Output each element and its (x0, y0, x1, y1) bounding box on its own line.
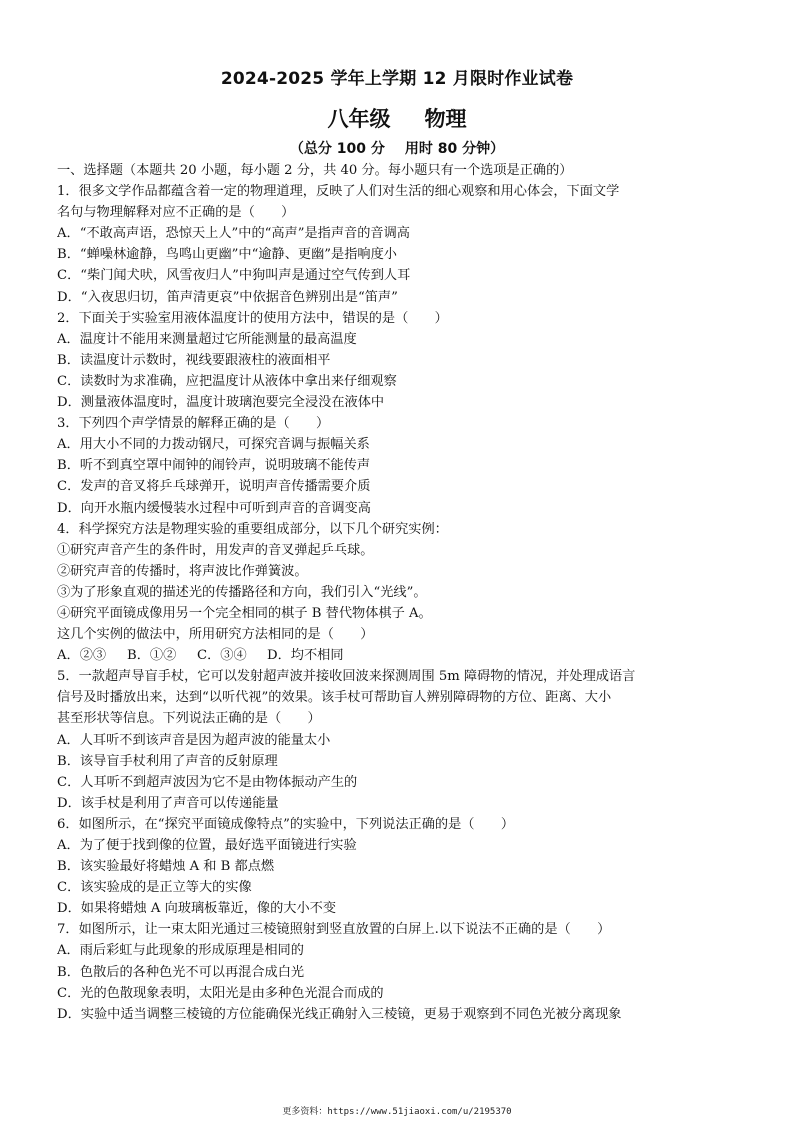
question-3-option-b: B．听不到真空罩中闹钟的闹铃声，说明玻璃不能传声 (57, 458, 371, 474)
question-3-option-d: D．向开水瓶内缓慢装水过程中可听到声音的音调变高 (57, 500, 371, 516)
grade-subject-heading (0, 103, 794, 133)
exam-meta (0, 138, 794, 158)
question-6-option-a: A．为了便于找到像的位置，最好选平面镜进行实验 (57, 838, 357, 853)
question-4-stem: 4．科学探究方法是物理实验的重要组成部分，以下几个研究实例： (57, 521, 448, 537)
question-4-option-d: D．均不相同 (267, 648, 344, 664)
question-2-option-d: D．测量液体温度时，温度计玻璃泡要完全浸没在液体中 (57, 395, 385, 411)
question-6-option-c: C．该实验成的是正立等大的实像 (57, 880, 252, 896)
subject-label: 物理 (424, 107, 467, 131)
question-1-option-a: A．“不敢高声语，恐惊天上人”中的“高声”是指声音的音调高 (57, 226, 410, 242)
question-3-option-c: C．发声的音叉将乒乓球弹开，说明声音传播需要介质 (57, 479, 371, 495)
grade-label: 八年级 (327, 107, 391, 131)
question-7-option-c: C．光的色散现象表明，太阳光是由多种色光混合而成的 (57, 985, 384, 1001)
question-7-option-a: A．雨后彩虹与此现象的形成原理是相同的 (57, 943, 304, 959)
section-heading: 一、选择题（本题共 20 小题，每小题 2 分，共 40 分。每小题只有一个选项是正确的） (57, 163, 573, 178)
time-limit: 用时 80 分钟） (404, 141, 505, 157)
question-6-stem: 6．如图所示，在“探究平面镜成像特点”的实验中，下列说法正确的是（ ） (57, 816, 515, 832)
question-4-ask: 这几个实例的做法中，所用研究方法相同的是（ ） (57, 627, 374, 643)
question-1-stem: 1．很多文学作品都蕴含着一定的物理道理，反映了人们对生活的细心观察和用心体会，下面文学 (57, 184, 620, 200)
question-3-stem: 3．下列四个声学情景的解释正确的是（ ） (57, 416, 330, 432)
question-4-example-1: ①研究声音产生的条件时，用发声的音叉弹起乒乓球。 (57, 542, 374, 558)
question-5-option-a: A．人耳听不到该声音是因为超声波的能量太小 (57, 732, 331, 748)
question-1-stem-cont: 名句与物理解释对应不正确的是（ ） (57, 205, 295, 221)
question-5-stem: 5．一款超声导盲手杖，它可以发射超声波并接收回波来探测周围 5m 障碍物的情况，并处理成语言 (57, 669, 636, 685)
question-3-option-a: A．用大小不同的力拨动钢尺，可探究音调与振幅关系 (57, 437, 370, 453)
question-2-stem: 2．下面关于实验室用液体温度计的使用方法中，错误的是（ ） (57, 310, 448, 326)
question-5-option-d: D．该手杖是利用了声音可以传递能量 (57, 795, 279, 811)
question-1-option-c: C．“柴门闻犬吠，风雪夜归人”中狗叫声是通过空气传到人耳 (57, 268, 411, 284)
footer-source-link[interactable]: 更多资料：https://www.51jiaoxi.com/u/2195370 (282, 1107, 512, 1117)
question-2-option-a: A．温度计不能用来测量超过它所能测量的最高温度 (57, 331, 357, 347)
question-2-option-c: C．读数时为求准确，应把温度计从液体中拿出来仔细观察 (57, 373, 397, 389)
exam-body (57, 160, 747, 1025)
question-7-option-d: D．实验中适当调整三棱镜的方位能确保光线正确射入三棱镜，更易于观察到不同色光被分离现象 (57, 1006, 622, 1022)
question-4-options (57, 645, 747, 666)
exam-title: 2024-2025 学年上学期 12 月限时作业试卷 (220, 69, 574, 89)
question-2-option-b: B．读温度计示数时，视线要跟液柱的液面相平 (57, 352, 331, 368)
total-score: （总分 100 分 (289, 141, 385, 157)
question-4-example-3: ③为了形象直观的描述光的传播路径和方向，我们引入“光线”。 (57, 584, 427, 600)
question-5-option-b: B．该导盲手杖利用了声音的反射原理 (57, 753, 278, 769)
question-4-example-2: ②研究声音的传播时，将声波比作弹簧波。 (57, 563, 308, 579)
question-5-stem-cont: 信号及时播放出来，达到“以听代视”的效果。该手杖可帮助盲人辨别障碍物的方位、距离、大小 (57, 690, 612, 706)
question-6-option-b: B．该实验最好将蜡烛 A 和 B 都点燃 (57, 859, 275, 875)
question-1-option-d: D．“入夜思归切，笛声清更哀”中依据音色辨别出是“笛声” (57, 289, 398, 305)
question-7-option-b: B．色散后的各种色光不可以再混合成白光 (57, 964, 305, 980)
question-4-option-a: A．②③ (57, 648, 107, 664)
question-7-stem: 7．如图所示，让一束太阳光通过三棱镜照射到竖直放置的白屏上.以下说法不正确的是（ ） (57, 922, 611, 938)
question-6-option-d: D．如果将蜡烛 A 向玻璃板靠近，像的大小不变 (57, 901, 337, 917)
question-4-example-4: ④研究平面镜成像用另一个完全相同的棋子 B 替代物体棋子 A。 (57, 605, 432, 621)
question-5-option-c: C．人耳听不到超声波因为它不是由物体振动产生的 (57, 774, 358, 790)
question-1-option-b: B．“蝉噪林逾静，鸟鸣山更幽”中“逾静、更幽”是指响度小 (57, 247, 397, 263)
question-4-option-b: B．①② (127, 648, 177, 664)
question-5-stem-end: 甚至形状等信息。下列说法正确的是（ ） (57, 711, 321, 727)
question-4-option-c: C．③④ (197, 648, 247, 664)
